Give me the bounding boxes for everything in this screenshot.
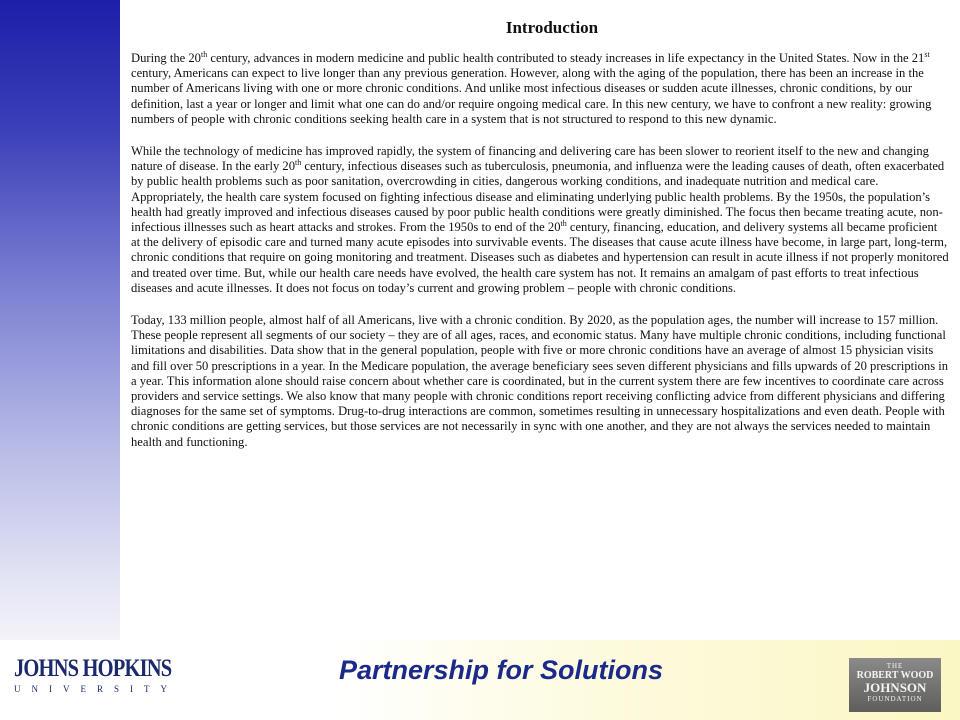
rwj-logo-line1: THE: [886, 662, 904, 670]
paragraph-text: century, Americans can expect to live longer than any previous generation. However, along with the aging of the population, there has been an increase in the number of Americans living with one or more chronic conditions. And unlike most infectious diseases or sudden acute illnesses, chronic conditions, by our definition, last a year or longer and limit what one can do and/or require ongoing medical care. In this new century, we have to confront a new reality: growing numbers of people with chronic conditions seeking health care in a system that is not structured to respond to this new dynamic.: [131, 66, 932, 126]
paragraph-text: During the 20: [131, 51, 201, 65]
superscript-text: th: [295, 158, 302, 168]
paragraph-text: century, financing, education, and delivery systems all became proficient at the delivery of episodic care and turned many acute episodes into survivable events. The diseases that cause acute illness have become, in large part, long-term, chronic conditions that require on going monitoring and treatment. Diseases such as diabetes and hypertension can result in acute illness if not properly monitored and treated over time. But, while our health care needs have evolved, the health care system has not. It remains an amalgam of past efforts to treat infectious diseases and acute illnesses. It does not focus on today’s current and growing problem – people with chronic conditions.: [131, 220, 949, 295]
superscript-text: st: [924, 49, 930, 59]
paragraph-text: Today, 133 million people, almost half of all Americans, live with a chronic condition. By 2020, as the population ages, the number will increase to 157 million. These people represent all segments of our society – they are of all ages, races, and economic status. Many have multiple chronic conditions, including functional limitations and disabilities. Data show that in the general population, people with five or more chronic conditions have an average of almost 15 physician visits and fill over 50 prescriptions in a year. In the Medicare population, the average beneficiary sees seven different physicians and fills upwards of 20 prescriptions in a year. This information alone should raise concern about whether care is coordinated, but in the current system there are few incentives to coordinate care across providers and service settings. We also know that many people with chronic conditions report receiving conflicting advice from different physicians and differing diagnoses for the same set of symptoms. Drug-to-drug interactions are common, sometimes resulting in unnecessary hospitalizations and even death. People with chronic conditions are getting services, but those services are not necessarily in sync with one another, and they are not always the services needed to maintain health and functioning.: [131, 313, 949, 449]
superscript-text: th: [560, 218, 567, 228]
rwj-logo-line4: FOUNDATION: [867, 695, 923, 703]
document-body: [131, 18, 949, 467]
body-paragraph: [131, 144, 949, 296]
body-paragraph: [131, 313, 949, 450]
paragraph-list: [131, 51, 949, 450]
partnership-title: Partnership for Solutions: [339, 655, 664, 685]
page-title: Introduction: [505, 18, 599, 37]
footer: [0, 640, 960, 720]
paragraph-text: century, advances in modern medicine and public health contributed to steady increases in life expectancy in the United States. Now in the 21: [207, 51, 925, 65]
paragraph-text: While the technology of medicine has improved rapidly, the system of financing and delivering care has been slower to reorient itself to the new and changing nature of disease. In the early 20: [131, 144, 929, 174]
johns-hopkins-logo: [14, 655, 178, 698]
rwj-logo-line2: ROBERT WOOD: [856, 670, 934, 681]
side-gradient-bar: [0, 0, 120, 640]
jhu-logo-wordmark: JOHNS HOPKINS: [14, 655, 172, 682]
rwj-logo-line3: JOHNSON: [863, 680, 927, 695]
rwj-foundation-logo: [849, 658, 941, 712]
body-paragraph: [131, 51, 949, 127]
paragraph-text: century, infectious diseases such as tuberculosis, pneumonia, and influenza were the leading causes of death, often exacerbated by public health problems such as poor sanitation, overcrowding in cities, dangerous working conditions, and inadequate nutrition and medical care. Appropriately, the health care system focused on fighting infectious disease and eliminating underlying public health problems. By the 1950s, the population’s health had greatly improved and infectious diseases caused by poor public health conditions were greatly diminished. The focus then became treating acute, non-infectious illnesses such as heart attacks and strokes. From the 1950s to end of the 20: [131, 159, 945, 235]
superscript-text: th: [200, 49, 208, 59]
jhu-logo-subtitle: UNIVERSITY: [14, 684, 178, 694]
